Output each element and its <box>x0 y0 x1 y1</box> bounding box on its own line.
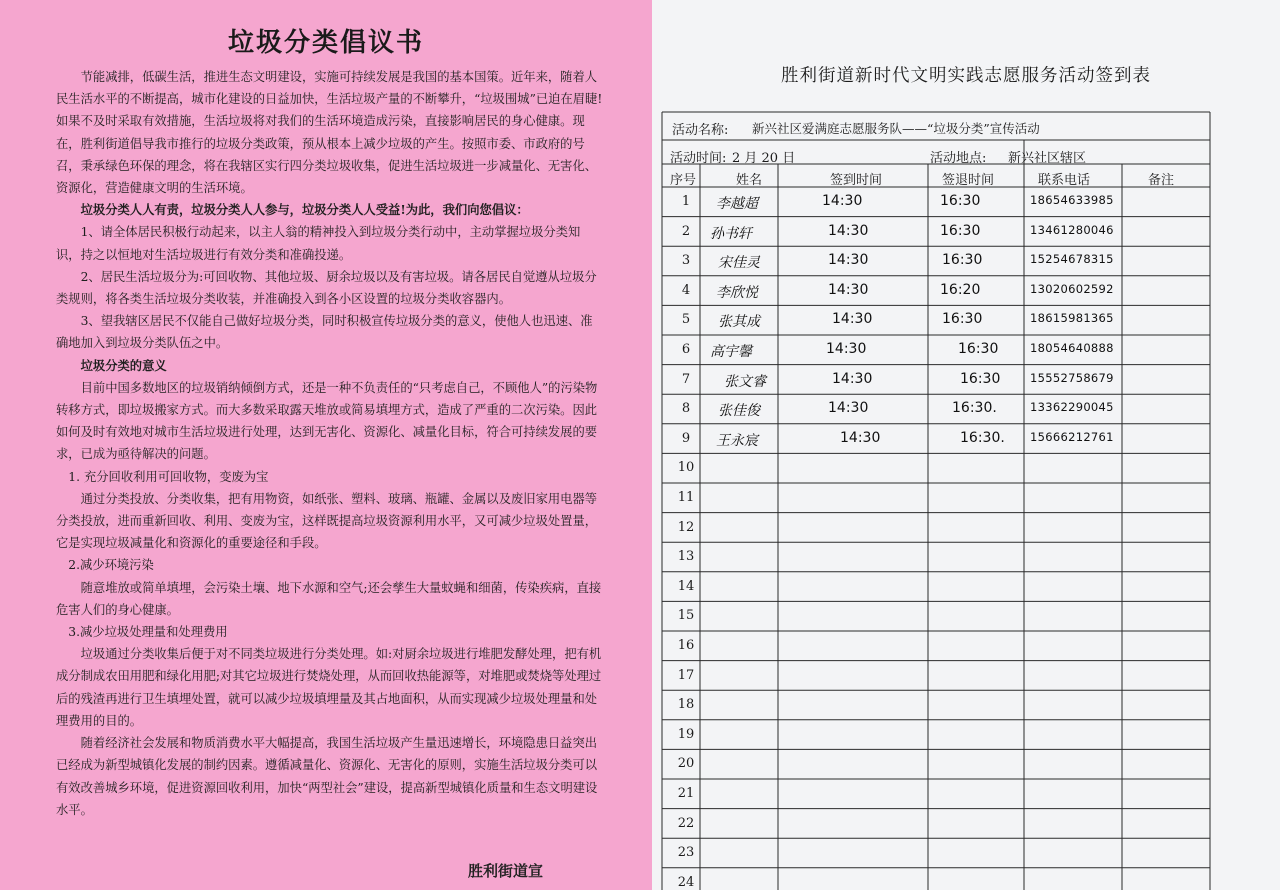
leaflet-signature: 胜利街道宣 <box>468 862 544 880</box>
row-number: 24 <box>677 874 695 890</box>
signer-phone: 18654633985 <box>1030 193 1114 207</box>
row-number: 15 <box>677 608 695 624</box>
header-signout-time: 签退时间 <box>942 173 995 188</box>
leaflet-paragraph: 随着经济社会发展和物质消费水平大幅提高，我国生活垃圾产生量迅速增长，环境隐患日益突出已经成为新型城镇化发展的制约因素。遵循减量化、资源化、无害化的原则，实施生活垃圾分类可以有效改善城乡环境，促进资源回收利用，加快“两型社会”建设，提高新型城镇化质量和生态文明建设水平。 <box>56 736 598 817</box>
signout-time: 16:30. <box>960 429 1005 446</box>
row-number: 18 <box>677 697 695 713</box>
signin-time: 14:30 <box>828 222 869 239</box>
signin-time: 14:30 <box>828 400 869 417</box>
leaflet-paragraph: 垃圾通过分类收集后便于对不同类垃圾进行分类处理。如:对厨余垃圾进行堆肥发酵处理，把有机成分制成农田用肥和绿化用肥;对其它垃圾进行焚烧处理，从而回收热能源等，对堆肥或焚烧等处理过后的残渣再进行卫生填埋处置，就可以减少垃圾填埋量及其占地面积，从而实现减少垃圾处理量和处理费用的目的。 <box>56 647 602 728</box>
signin-time: 14:30 <box>828 281 869 298</box>
leaflet-body <box>56 66 604 821</box>
signer-name: 李欣悦 <box>716 284 758 301</box>
row-number: 8 <box>681 401 691 417</box>
row-number: 11 <box>677 490 695 505</box>
signout-time: 16:30 <box>960 370 1001 387</box>
row-number: 9 <box>681 430 691 446</box>
leaflet-paragraph: 节能减排，低碳生活，推进生态文明建设，实施可持续发展是我国的基本国策。近年来，随着人民生活水平的不断提高，城市化建设的日益加快，生活垃圾产量的不断攀升，“垃圾围城”已迫在眉睫!如果不及时采取有效措施，生活垃圾将对我们的生活环境造成污染，直接影响居民的身心健康。现在，胜利街道倡导我市推行的垃圾分类政策，预从根本上减少垃圾的产生。按照市委、市政府的号召，秉承绿色环保的理念，将在我辖区实行四分类垃圾收集，促进生活垃圾进一步减量化、无害化、资源化，营造健康文明的生活环境。 <box>56 70 603 196</box>
signout-time: 16:30 <box>942 311 983 328</box>
row-number: 1 <box>681 194 691 209</box>
signer-name: 宋佳灵 <box>718 255 760 272</box>
signout-time: 16:30. <box>952 400 997 417</box>
leaflet-paragraph: 3.减少垃圾处理量和处理费用 <box>68 625 228 640</box>
header-signin-time: 签到时间 <box>830 173 883 188</box>
signer-phone: 13362290045 <box>1030 400 1114 415</box>
signer-name: 张其成 <box>718 314 760 331</box>
leaflet-paragraph: 随意堆放或简单填埋，会污染土壤、地下水源和空气;还会孳生大量蚊蝇和细菌，传染疾病，直接危害人们的身心健康。 <box>56 580 602 617</box>
signer-phone: 13020602592 <box>1030 281 1114 296</box>
signer-name: 高宇馨 <box>710 344 752 360</box>
signer-phone: 15666212761 <box>1030 429 1114 444</box>
activity-time-value: 2 月 20 日 <box>732 151 796 166</box>
leaflet-paragraph: 2.减少环境污染 <box>68 558 154 573</box>
activity-place-value: 新兴社区辖区 <box>1008 151 1087 166</box>
row-number: 4 <box>681 282 691 298</box>
signin-time: 14:30 <box>828 252 869 269</box>
row-number: 6 <box>681 342 691 357</box>
row-number: 16 <box>677 638 695 653</box>
activity-name-value: 新兴社区爱满庭志愿服务队——“垃圾分类”宣传活动 <box>752 121 1040 136</box>
header-name: 姓名 <box>736 173 763 188</box>
row-number: 20 <box>677 756 695 772</box>
signout-time: 16:30 <box>958 341 999 357</box>
signer-name: 李越超 <box>716 196 758 212</box>
signout-time: 16:30 <box>940 193 981 209</box>
signer-phone: 15254678315 <box>1030 252 1114 267</box>
signer-name: 张文睿 <box>724 373 766 390</box>
leaflet-paragraph: 垃圾分类的意义 <box>80 357 167 373</box>
signout-time: 16:30 <box>940 222 981 239</box>
signin-time: 14:30 <box>826 341 867 357</box>
row-number: 22 <box>677 815 695 831</box>
signer-name: 王永宸 <box>716 432 758 449</box>
row-number: 17 <box>677 667 695 683</box>
signer-phone: 13461280046 <box>1030 222 1114 237</box>
row-number: 23 <box>677 845 695 861</box>
leaflet-paragraph: 2、居民生活垃圾分为:可回收物、其他垃圾、厨余垃圾以及有害垃圾。请各居民自觉遵从垃圾分类规则，将各类生活垃圾分类收装，并准确投入到各小区设置的垃圾分类收容器内。 <box>56 269 597 307</box>
signer-phone: 18615981365 <box>1030 311 1114 326</box>
leaflet-title: 垃圾分类倡议书 <box>227 28 424 58</box>
row-number: 19 <box>677 726 695 742</box>
leaflet-paragraph: 通过分类投放、分类收集，把有用物资，如纸张、塑料、玻璃、瓶罐、金属以及废旧家用电器等分类投放，进而重新回收、利用、变废为宝，这样既提高垃圾资源利用水平，又可减少垃圾处置量，它是实现垃圾减量化和资源化的重要途径和手段。 <box>56 491 598 551</box>
signin-time: 14:30 <box>832 311 873 328</box>
header-phone: 联系电话 <box>1038 173 1091 188</box>
signout-time: 16:30 <box>942 252 983 269</box>
row-number: 7 <box>681 371 691 387</box>
header-note: 备注 <box>1148 173 1175 188</box>
row-number: 13 <box>677 549 695 565</box>
signin-time: 14:30 <box>822 193 863 209</box>
activity-place-label: 活动地点: <box>930 151 987 166</box>
signin-title: 胜利街道新时代文明实践志愿服务活动签到表 <box>781 66 1151 86</box>
row-number: 12 <box>677 519 695 535</box>
activity-time-label: 活动时间: <box>670 151 727 166</box>
signin-time: 14:30 <box>840 429 881 446</box>
signin-sheet <box>652 0 1280 890</box>
row-number: 14 <box>677 578 695 594</box>
leaflet-paragraph: 垃圾分类人人有责，垃圾分类人人参与，垃圾分类人人受益!为此，我们向您倡议： <box>80 202 529 218</box>
row-number: 3 <box>681 253 691 269</box>
signer-name: 张佳俊 <box>718 403 760 420</box>
leaflet-paragraph: 1. 充分回收利用可回收物，变废为宝 <box>68 469 269 484</box>
leaflet-paragraph: 1、请全体居民积极行动起来，以主人翁的精神投入到垃圾分类行动中，主动掌握垃圾分类知识，持之以恒地对生活垃圾进行有效分类和准确投递。 <box>56 225 581 262</box>
signout-time: 16:20 <box>940 281 981 298</box>
signer-name: 孙书轩 <box>710 225 752 242</box>
row-number: 21 <box>677 786 695 801</box>
signer-phone: 18054640888 <box>1030 341 1114 355</box>
activity-name-label: 活动名称: <box>672 123 729 138</box>
row-number: 10 <box>677 460 695 476</box>
row-number: 5 <box>681 312 691 328</box>
row-number: 2 <box>681 223 691 239</box>
leaflet-paragraph: 目前中国多数地区的垃圾销纳倾倒方式，还是一种不负责任的“只考虑自己，不顾他人”的污染物转移方式，即垃圾搬家方式。而大多数采取露天堆放或简易填埋方式，造成了严重的二次污染。因此如何及时有效地对城市生活垃圾进行处理，达到无害化、资源化、减量化目标，符合可持续发展的要求，已成为亟待解决的问题。 <box>56 380 598 462</box>
signer-phone: 15552758679 <box>1030 370 1114 385</box>
header-no: 序号 <box>670 173 697 188</box>
signin-time: 14:30 <box>832 370 873 387</box>
leaflet-paragraph: 3、望我辖区居民不仅能自己做好垃圾分类，同时积极宣传垃圾分类的意义，使他人也迅速、准确地加入到垃圾分类队伍之中。 <box>56 314 593 351</box>
